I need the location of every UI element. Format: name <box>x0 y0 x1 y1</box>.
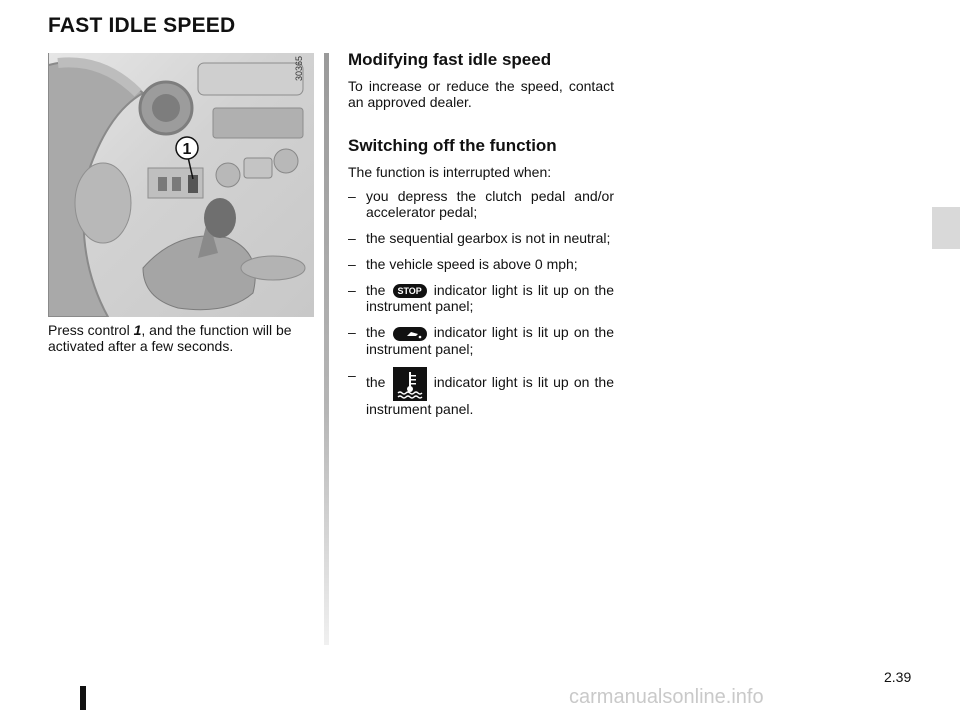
list-item: – the indicator light is lit up on the instrument panel; <box>348 324 615 357</box>
photo-caption <box>48 322 318 354</box>
caption-text-start: Press control <box>48 322 134 338</box>
section-modifying <box>348 50 614 110</box>
list-item: – you depress the clutch pedal and/or accelerator pedal; <box>348 188 614 220</box>
list-item: – the sequential gearbox is not in neutral; <box>348 230 611 246</box>
interrupt-conditions-list <box>348 188 614 417</box>
stop-warning-icon: STOP <box>393 284 427 298</box>
page-number: 2.39 <box>884 669 912 685</box>
caption-text-end: , and the function will be activated after a few seconds. <box>48 322 292 354</box>
section-heading-switching-off: Switching off the function <box>348 136 557 155</box>
chapter-side-tab <box>932 207 960 249</box>
section-switching-off <box>348 136 614 417</box>
column-divider <box>324 53 329 645</box>
oil-pressure-warning-icon <box>393 327 427 341</box>
section-intro: The function is interrupted when: <box>348 164 552 180</box>
bottom-margin-mark <box>80 686 86 710</box>
section-body-modifying: To increase or reduce the speed, contact an approved dealer. <box>348 78 614 110</box>
figure-reference: 30365 <box>294 56 304 82</box>
dashboard-photo <box>48 53 314 317</box>
caption-control-ref: 1 <box>133 322 142 338</box>
list-item: – the indicator light is lit up on the instrument panel. <box>348 366 615 417</box>
watermark: carmanualsonline.info <box>569 686 764 708</box>
right-column <box>348 50 614 427</box>
coolant-temperature-warning-icon <box>393 367 427 401</box>
list-item: – the vehicle speed is above 0 mph; <box>348 256 578 272</box>
list-item: – the STOP indicator light is lit up on the instrument panel; <box>348 282 615 315</box>
page-title: FAST IDLE SPEED <box>48 14 236 37</box>
callout-number: 1 <box>182 141 192 158</box>
section-heading-modifying: Modifying fast idle speed <box>348 50 552 69</box>
dashboard-illustration <box>48 53 314 317</box>
